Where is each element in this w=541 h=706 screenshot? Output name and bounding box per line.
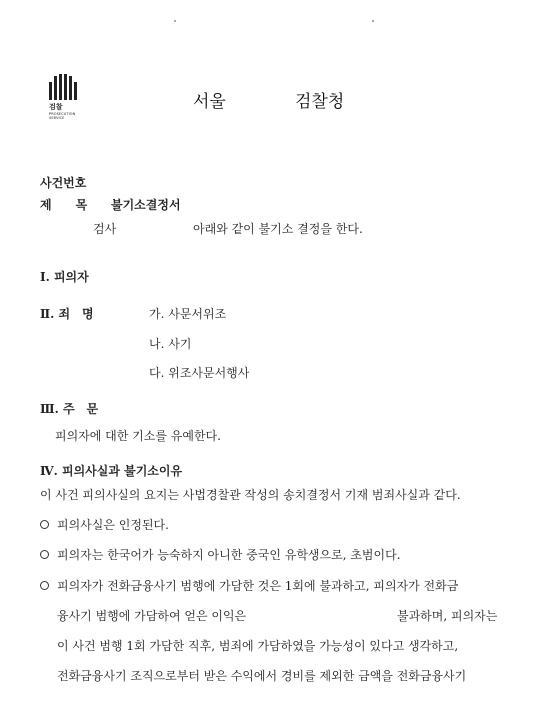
reason-text-continued: 융사기 범행에 가담하여 얻은 이익은 [57,609,247,623]
logo-emblem-icon [49,74,89,100]
facts-intro: 이 사건 피의사실의 요지는 사법경찰관 작성의 송치결정서 기재 범죄사실과 같다. [40,488,461,502]
charge-item: 다. 위조사문서행사 [149,366,250,380]
prosecution-logo [49,74,89,120]
section-charges: Ⅱ. 죄 명 [40,307,94,321]
office-name-right: 검찰청 [295,92,345,112]
circle-bullet-icon [40,520,49,529]
reason-text-continued: 불과하며, 피의자는 [397,609,498,623]
subject-value: 불기소결정서 [111,198,181,212]
order-text: 피의자에 대한 기소를 유예한다. [55,429,221,443]
office-name-left: 서울 [193,92,226,112]
section-order: Ⅲ. 주 문 [40,402,99,416]
charge-item: 가. 사문서위조 [149,307,227,321]
section-suspect: Ⅰ. 피의자 [40,270,89,284]
charge-item: 나. 사기 [149,337,192,351]
reason-text-continued: 이 사건 범행 1회 가담한 직후, 범죄에 가담하였을 가능성이 있다고 생각하고, [57,639,459,653]
prosecutor-label: 검사 [93,222,117,236]
reason-text: 피의자는 한국어가 능숙하지 아니한 중국인 유학생으로, 초범이다. [57,548,401,562]
reason-bullet [40,516,169,533]
reason-text-continued: 전화금융사기 조직으로부터 받은 수익에서 경비를 제외한 금액을 전화금융사기 [57,669,467,683]
reason-bullet [40,546,401,563]
circle-bullet-icon [40,581,49,590]
scan-dot-left [174,20,176,22]
logo-text-kr: 검찰 [49,103,63,111]
subject-label: 제 목 [40,198,88,212]
case-number-label: 사건번호 [40,176,87,190]
section-facts-reasons: Ⅳ. 피의사실과 불기소이유 [40,464,183,478]
reason-text: 피의사실은 인정된다. [57,518,169,532]
reason-bullet [40,577,458,594]
decision-text: 아래와 같이 불기소 결정을 한다. [193,222,363,236]
logo-text-en: PROSECUTION SERVICE [49,112,76,120]
circle-bullet-icon [40,550,49,559]
scan-dot-right [372,20,374,22]
reason-text: 피의자가 전화금융사기 범행에 가담한 것은 1회에 불과하고, 피의자가 전화금 [57,579,459,593]
